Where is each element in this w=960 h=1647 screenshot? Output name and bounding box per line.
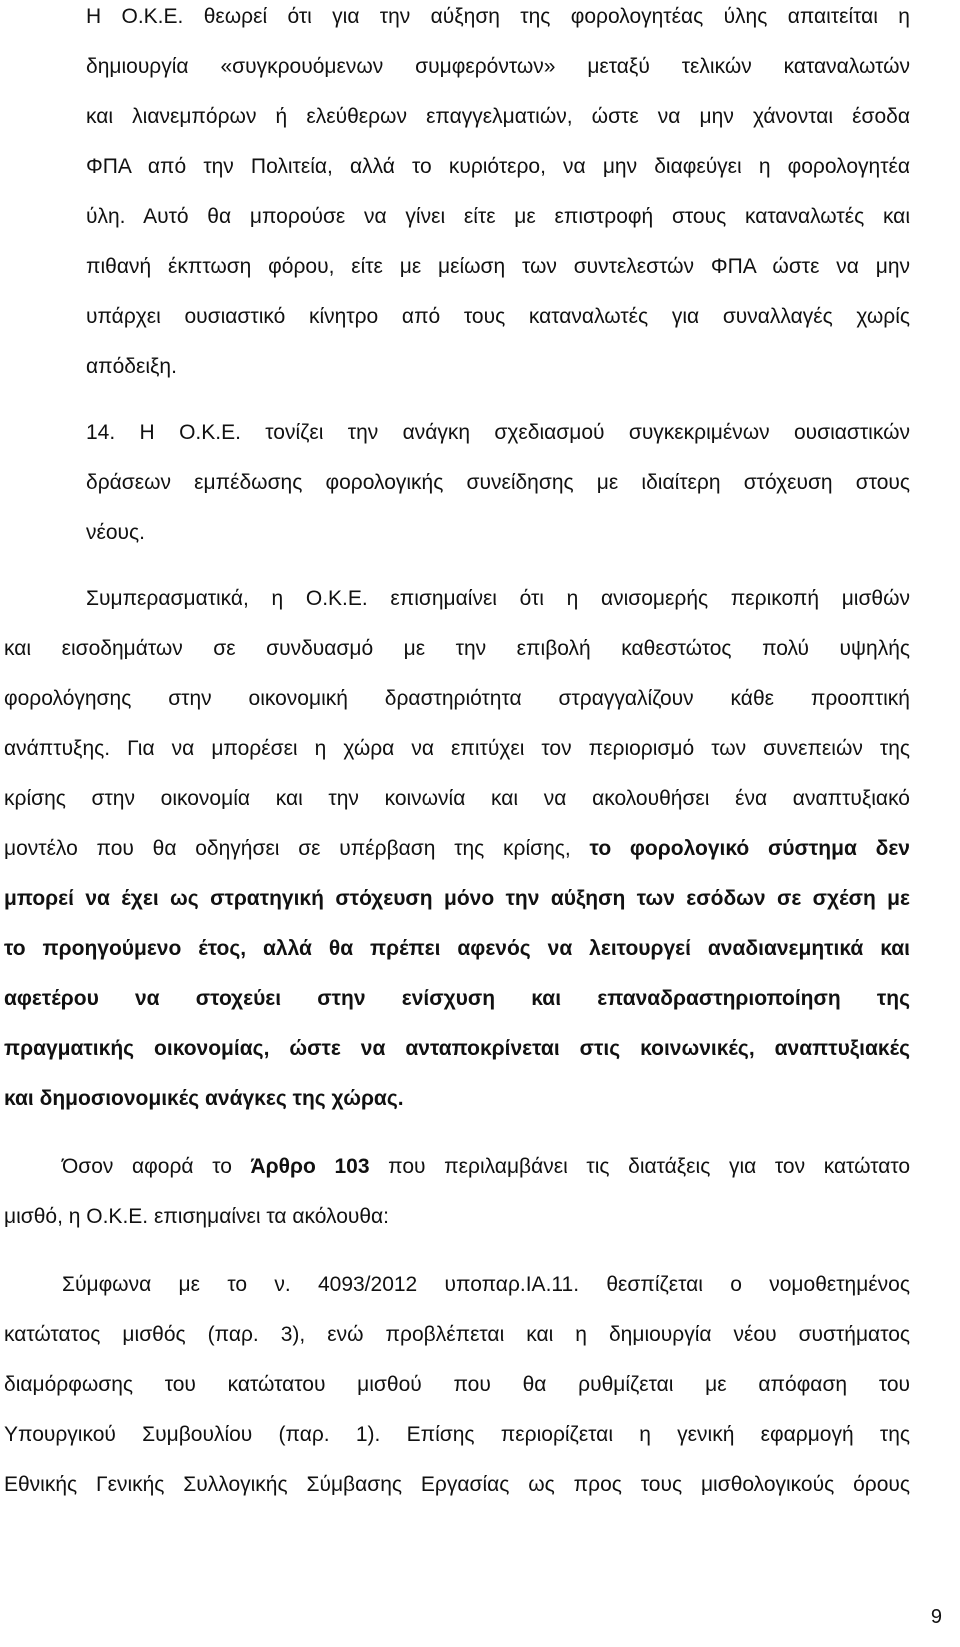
text-line: ανάπτυξης. Για να μπορέσει η χώρα να επιτύχει τον περιορισμό των συνεπειών της (4, 737, 910, 760)
text-line: ύλη. Αυτό θα μπορούσε να γίνει είτε με επιστροφή στους καταναλωτές και (86, 205, 910, 228)
text-line: δράσεων εμπέδωσης φορολογικής συνείδησης με ιδιαίτερη στόχευση στους (86, 471, 910, 494)
text-line (0, 834, 910, 864)
article-reference: Άρθρο 103 (250, 1155, 370, 1178)
text-line: 14. Η Ο.Κ.Ε. τονίζει την ανάγκη σχεδιασμού συγκεκριμένων ουσιαστικών (86, 421, 910, 444)
text-line: δημιουργία «συγκρουόμενων συμφερόντων» μεταξύ τελικών καταναλωτών (86, 55, 910, 78)
text-line: διαμόρφωσης του κατώτατου μισθού που θα ρυθμίζεται με απόφαση του (4, 1373, 910, 1396)
text-span: μοντέλο που θα οδηγήσει σε υπέρβαση της κρίσης, (4, 837, 590, 860)
bold-text-line: αφετέρου να στοχεύει στην ενίσχυση και επαναδραστηριοποίηση της (4, 987, 910, 1010)
text-line: Η Ο.Κ.Ε. θεωρεί ότι για την αύξηση της φορολογητέας ύλης απαιτείται η (86, 5, 910, 28)
text-span: που περιλαμβάνει τις διατάξεις για τον κατώτατο (369, 1155, 911, 1178)
bold-text-span: το φορολογικό σύστημα δεν (589, 837, 910, 860)
text-line: κρίσης στην οικονομία και την κοινωνία και να ακολουθήσει ένα αναπτυξιακό (4, 787, 910, 810)
bold-text-line: και δημοσιονομικές ανάγκες της χώρας. (4, 1087, 404, 1110)
text-span: Όσον αφορά το (62, 1155, 251, 1178)
text-line: Συμπερασματικά, η Ο.Κ.Ε. επισημαίνει ότι η ανισομερής περικοπή μισθών (86, 587, 910, 610)
text-line: πιθανή έκπτωση φόρου, είτε με μείωση των συντελεστών ΦΠΑ ώστε να μην (86, 255, 910, 278)
text-line: ΦΠΑ από την Πολιτεία, αλλά το κυριότερο, να μην διαφεύγει η φορολογητέα (86, 155, 910, 178)
page-number: 9 (930, 1606, 942, 1628)
text-line: κατώτατος μισθός (παρ. 3), ενώ προβλέπεται και η δημιουργία νέου συστήματος (4, 1323, 910, 1346)
bold-text-line: το προηγούμενο έτος, αλλά θα πρέπει αφενός να λειτουργεί αναδιανεμητικά και (4, 937, 910, 960)
text-line: φορολόγησης στην οικονομική δραστηριότητα στραγγαλίζουν κάθε προοπτική (4, 687, 910, 710)
text-line: υπάρχει ουσιαστικό κίνητρο από τους καταναλωτές για συναλλαγές χωρίς (86, 305, 910, 328)
bold-text-line: μπορεί να έχει ως στρατηγική στόχευση μόνο την αύξηση των εσόδων σε σχέση με (4, 887, 910, 910)
text-line: Σύμφωνα με το ν. 4093/2012 υποπαρ.ΙΑ.11. θεσπίζεται ο νομοθετημένος (62, 1273, 910, 1296)
text-line: και εισοδημάτων σε συνδυασμό με την επιβολή καθεστώτος πολύ υψηλής (4, 637, 910, 660)
text-line (0, 1152, 910, 1182)
text-line: μισθό, η Ο.Κ.Ε. επισημαίνει τα ακόλουθα: (4, 1205, 390, 1228)
text-line: απόδειξη. (86, 355, 177, 378)
bold-text-line: πραγματικής οικονομίας, ώστε να ανταποκρίνεται στις κοινωνικές, αναπτυξιακές (4, 1037, 910, 1060)
text-line: Υπουργικού Συμβουλίου (παρ. 1). Επίσης περιορίζεται η γενική εφαρμογή της (4, 1423, 910, 1446)
text-line: Εθνικής Γενικής Συλλογικής Σύμβασης Εργασίας ως προς τους μισθολογικούς όρους (4, 1473, 910, 1496)
text-line: και λιανεμπόρων ή ελεύθερων επαγγελματιών, ώστε να μην χάνονται έσοδα (86, 105, 910, 128)
text-line: νέους. (86, 521, 145, 544)
